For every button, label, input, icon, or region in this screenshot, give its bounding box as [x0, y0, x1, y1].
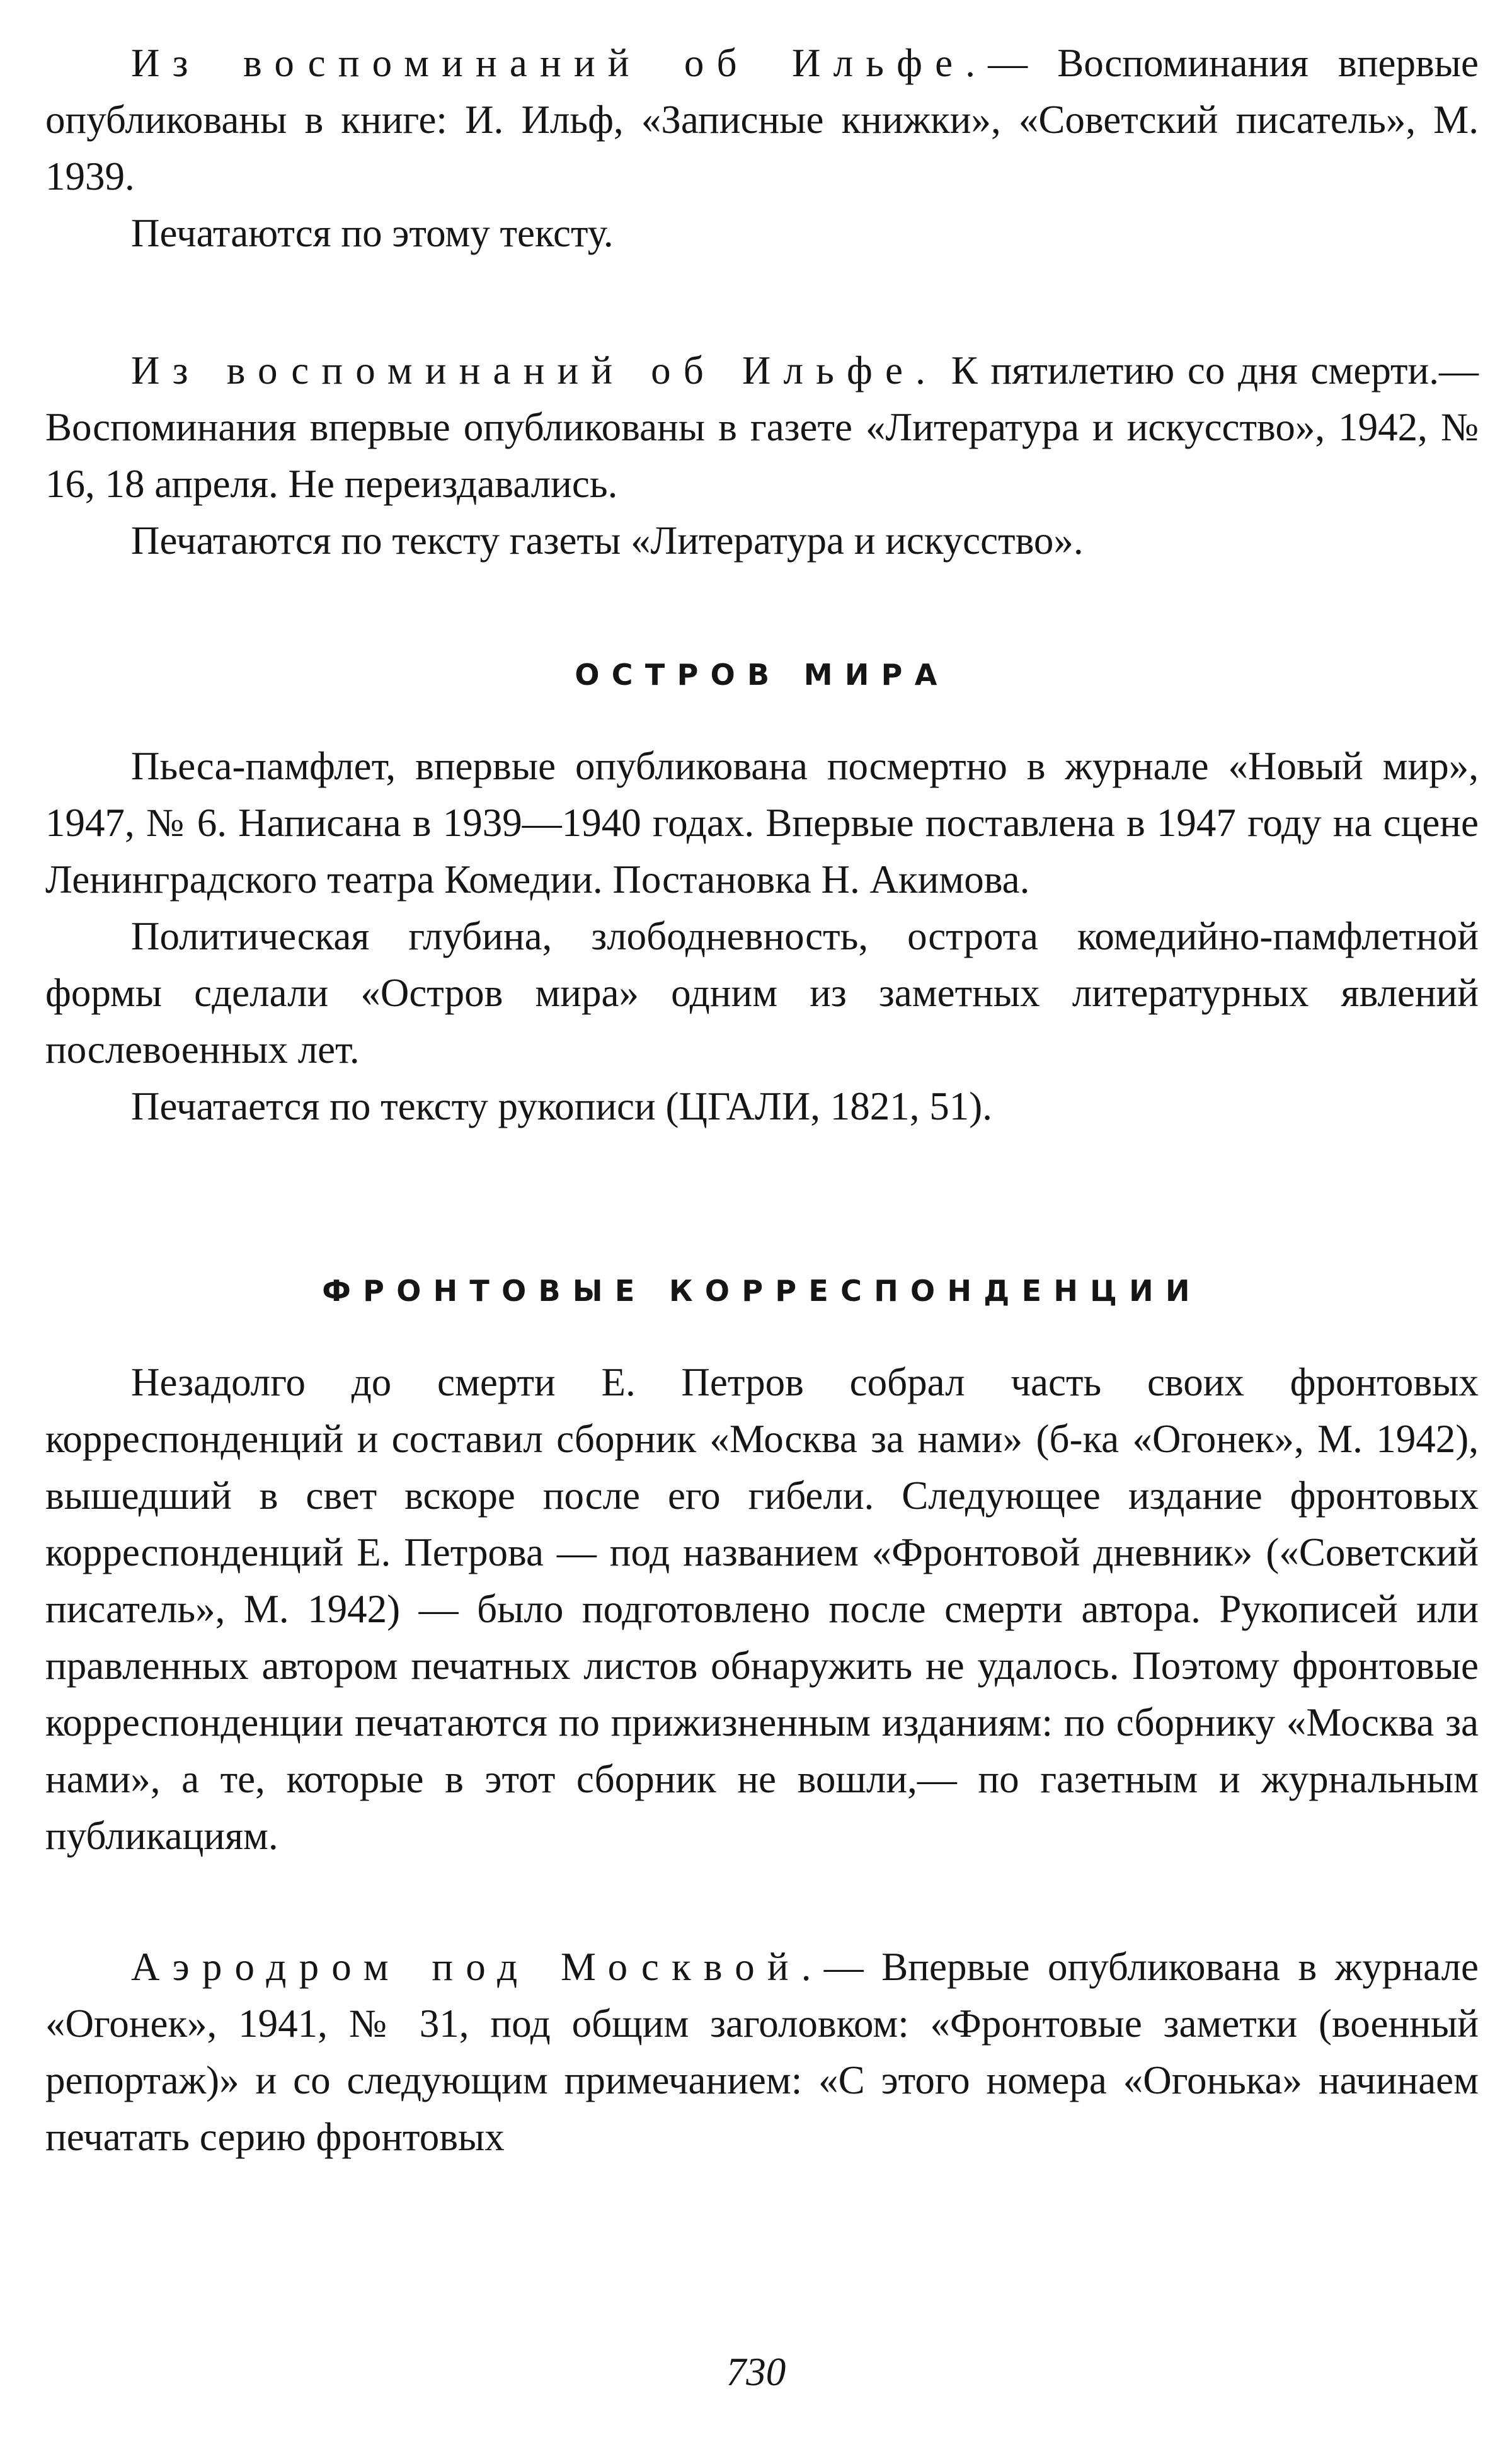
entry-source-note: Печатаются по тексту газеты «Литература и искусство».: [131, 518, 1084, 563]
section-heading-front: ФРОНТОВЫЕ КОРРЕСПОНДЕНЦИИ: [322, 1274, 1202, 1308]
entry-title: Из воспоминаний об Ильфе.: [131, 348, 939, 392]
entry-title: Из воспоминаний об Ильфе.: [131, 41, 988, 85]
entry-ilf-memoirs-2: [45, 342, 1479, 512]
front-paragraph-1: Незадолго до смерти Е. Петров собрал часть своих фронтовых корреспонденций и составил сборник «Москва за нами» (б-ка «Огонек», М. 1942), вышедший в свет вскоре после его гибели. Следующее издание фронтовых корреспонденций Е. Петрова — под названием «Фронтовой дневник» («Советский писатель», М. 1942) — было подготовлено после смерти автора. Рукописей или правленных автором печатных листов обнаружить не удалось. Поэтому фронтовые корреспонденции печатаются по прижизненным изданиям: по сборнику «Москва за нами», а те, которые в этот сборник не вошли,— по газетным и журнальным публикациям.: [45, 1360, 1479, 1858]
island-paragraph-3: Печатается по тексту рукописи (ЦГАЛИ, 1821, 51).: [131, 1084, 992, 1128]
section-heading-island: ОСТРОВ МИРА: [575, 658, 949, 692]
entry-body: — Воспоминания впервые опубликованы в книге: И. Ильф, «Записные книжки», «Советский писатель», М. 1939.: [45, 41, 1479, 198]
entry-body: К пятилетию со дня смерти.— Воспоминания впервые опубликованы в газете «Литература и искусство», 1942, № 16, 18 апреля. Не переиздавались.: [45, 348, 1479, 506]
island-paragraph-2: Политическая глубина, злободневность, острота комедийно-памфлетной формы сделали «Остров мира» одним из заметных литературных явлений послевоенных лет.: [45, 914, 1479, 1072]
entry-title: Аэродром под Москвой.: [131, 1945, 824, 1989]
page-number: 730: [726, 2350, 786, 2394]
entry-ilf-memoirs-1: [45, 35, 1479, 205]
entry-aerodrome: [45, 1938, 1479, 2165]
document-page: [45, 35, 1479, 2165]
island-paragraph-1: Пьеса-памфлет, впервые опубликована посмертно в журнале «Новый мир», 1947, № 6. Написана в 1939—1940 годах. Впервые поставлена в 1947 году на сцене Ленинградского театра Комедии. Постановка Н. Акимова.: [45, 744, 1479, 902]
entry-source-note: Печатаются по этому тексту.: [131, 211, 614, 255]
entry-body: — Впервые опубликована в журнале «Огонек», 1941, № 31, под общим заголовком: «Фронтовые заметки (военный репортаж)» и со следующим примечанием: «С этого номера «Огонька» начинаем печатать серию фронтовых: [45, 1945, 1479, 2159]
